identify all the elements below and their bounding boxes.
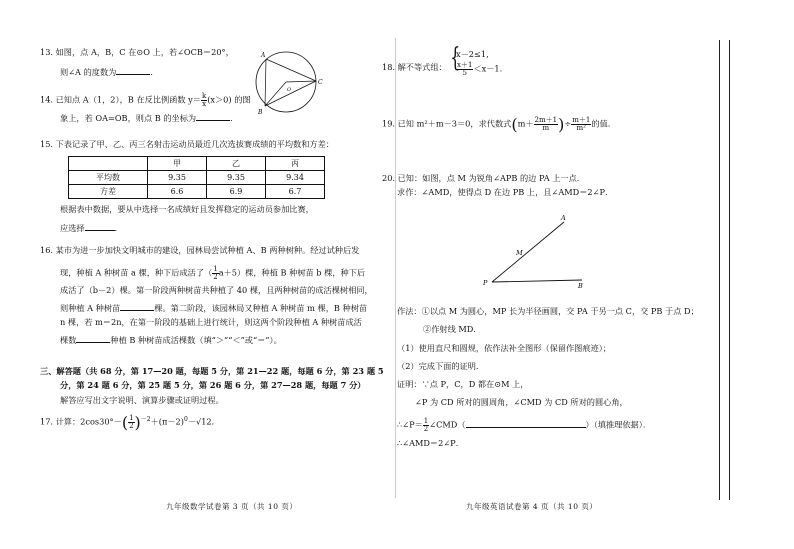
q13-circle-figure — [244, 44, 330, 120]
table-row — [69, 185, 325, 199]
table-cell: 方差 — [69, 185, 148, 199]
q20-line2: 求作：∠AMD，使得点 D 在边 PB 上，且∠AMD＝2∠P． — [397, 187, 614, 197]
score-table — [68, 156, 325, 199]
table-cell: 平均数 — [69, 171, 148, 185]
proof-line1: 证明：∵点 P，C，D 都在⊙M 上， — [397, 379, 529, 389]
binding-line-2 — [729, 40, 730, 500]
table-row — [69, 171, 325, 185]
q18-ineq1: x－2≤1, — [456, 49, 489, 59]
q16-line6: 棵数 种植 B 种树苗成活棵数（填“＞”“＜”或“＝”）。 — [60, 335, 282, 345]
q16-line5: n 棵，若 m＝2n，在第一阶段的基础上进行统计，则这两个阶段种植 A 种树苗成活 — [60, 317, 362, 327]
q15-answer-blank[interactable] — [85, 222, 115, 231]
fig-label-a: A — [261, 52, 266, 59]
q20-steps2: ②作射线 MD． — [423, 324, 482, 334]
right-footer: 九年级英语试卷第 4 页（共 10 页） — [466, 502, 598, 511]
table-cell: 9.34 — [266, 171, 325, 185]
q17-fraction: $\frac{1}{2}$ — [129, 414, 134, 431]
q16-line1: 16. 某市为进一步加快文明城市的建设，园林局尝试种植 A、B 两种树种。经过试种后发 — [40, 245, 360, 255]
proof-line2: ∠P 为 CD 所对的圆周角，∠CMD 为 CD 所对的圆心角， — [415, 397, 628, 407]
table-header-row — [69, 157, 325, 171]
q13-answer-blank[interactable] — [116, 66, 150, 75]
table-cell: 6.7 — [266, 185, 325, 199]
q14-line2: 象上，若 OA=OB，则点 B 的坐标为 ． — [60, 113, 239, 123]
proof-reason-blank[interactable] — [466, 419, 586, 428]
page-divider — [395, 38, 396, 498]
q20-steps1: 作法：①以点 M 为圆心，MP 长为半径画圆，交 PA 于另一点 C，交 PB 于点 D； — [397, 306, 699, 316]
q20-task2: （2）完成下面的证明． — [397, 361, 485, 371]
table-cell: 6.6 — [148, 185, 207, 199]
table-cell: 9.35 — [207, 171, 266, 185]
q14-fraction: $\frac{k}{x}$ — [201, 92, 207, 108]
q20-angle-figure — [480, 212, 600, 292]
q15-line1: 15. 下表记录了甲、乙、丙三名射击运动员最近几次选拔赛成绩的平均数和方差： — [40, 139, 334, 149]
section3-line1: 三、解答题（共 68 分，第 17—20 题，每题 5 分，第 21—22 题，每题 6 分，第 23 题 5 — [40, 366, 384, 376]
q13-line2: 则∠A 的度数为 ． — [60, 67, 159, 77]
fig-label-c: C — [318, 79, 323, 86]
fig-label-a: A — [561, 214, 566, 222]
q20-line1: 20. 已知：如图，点 M 为锐角∠APB 的边 PA 上一点． — [382, 173, 585, 183]
proof-line4: ∴∠AMD＝2∠P． — [397, 438, 464, 448]
table-cell: 9.35 — [148, 171, 207, 185]
section3-line2: 分，第 24 题 6 分，第 25 题 5 分，第 26 题 6 分，第 27—28 题，每题 7 分） — [60, 380, 366, 390]
proof-line3: ∴∠P＝ $\frac{1}{2}$ ∠CMD（ ）（填推理依据）． — [397, 417, 652, 433]
fig-label-p: P — [483, 279, 488, 287]
q14-line1: 14. 已知点 A（1，2），B 在反比例函数 y＝ $\frac{k}{x}$ (x＞0) 的图 — [40, 92, 251, 108]
q16-blank-2[interactable] — [76, 334, 110, 343]
q13-line1: 13. 如图，点 A，B，C 在⊙O 上，若∠OCB＝20°， — [40, 47, 234, 57]
q16-line3: 成活了（b－2）棵。第一阶段两种树苗共种植了 40 棵，且两种树苗的成活棵树相同， — [60, 285, 373, 295]
table-header-cell: 丙 — [266, 157, 325, 171]
q16-blank-1[interactable] — [120, 302, 154, 311]
q18-label: 18. 解不等式组： — [382, 62, 447, 72]
table-header-cell — [69, 157, 148, 171]
q16-line4: 则种植 A 种树苗 棵。第二阶段，该园林局又种植 A 种树苗 m 棵，B 种树苗 — [60, 303, 368, 313]
q15-line2: 根据表中数据，要从中选择一名成绩好且发挥稳定的运动员参加比赛， — [60, 204, 314, 214]
fig-label-b: B — [258, 109, 263, 116]
binding-line-1 — [719, 40, 720, 500]
q16-fraction: $\frac{1}{2}$ — [213, 265, 218, 281]
table-cell: 6.9 — [207, 185, 266, 199]
q15-line3: 应选择 ． — [60, 223, 123, 233]
q18-system: { — [450, 43, 461, 73]
section3-line3: 解答应写出文字说明、演算步骤或证明过程。 — [60, 395, 224, 405]
table-header-cell: 甲 — [148, 157, 207, 171]
q16-line2: 现，种植 A 种树苗 a 棵，种下后成活了（ $\frac{1}{2}$ a＋5）棵，种植 B 种树苗 b 棵，种下后 — [60, 265, 366, 281]
q20-task1: （1）使用直尺和圆规，依作法补全图形（保留作图痕迹）； — [397, 343, 611, 353]
q14-answer-blank[interactable] — [196, 112, 230, 121]
q18-ineq2: $\frac{x+1}{5}$ ＜x－1. — [457, 61, 503, 77]
left-footer: 九年级数学试卷第 3 页（共 10 页） — [166, 502, 298, 511]
fig-label-b: B — [578, 282, 583, 290]
table-header-cell: 乙 — [207, 157, 266, 171]
q19-expression: 19. 已知 m²＋m－3＝0，求代数式(m＋ $\frac{2m+1}{m}$ )÷ $\frac{m+1}{\text{m²}}$ 的值. — [382, 115, 611, 134]
fig-label-o: O — [287, 87, 292, 93]
q17-expression: 17. 计算：2cos30°－( $\frac{1}{2}$ )$^{-2}+(\pi-2)^0-√12$． — [40, 413, 220, 432]
fig-label-m: M — [516, 249, 523, 257]
